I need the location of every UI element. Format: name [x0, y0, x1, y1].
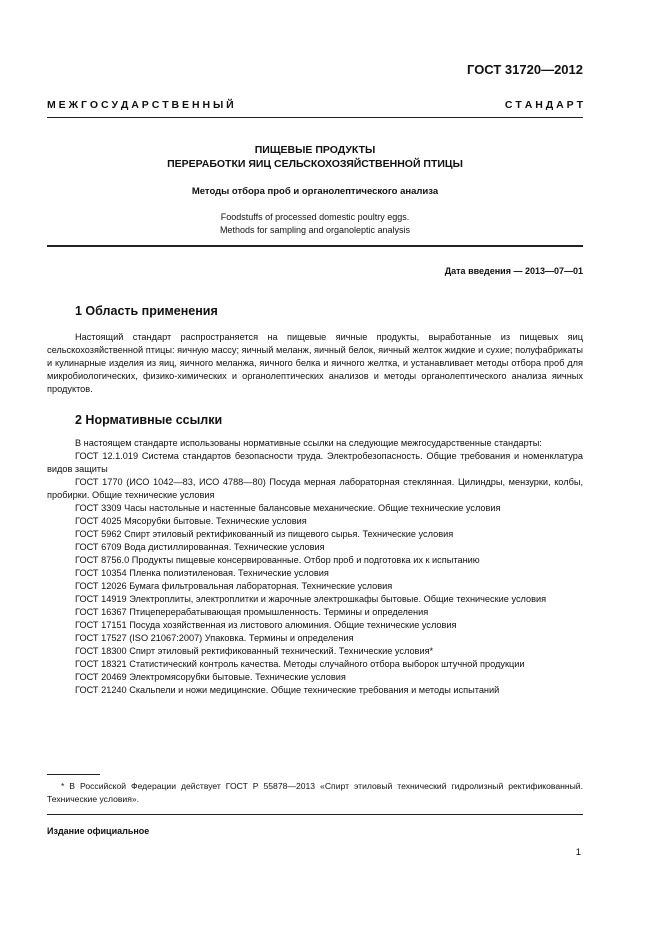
reference-item: ГОСТ 18321 Статистический контроль качества. Методы случайного отбора выборок штучной продукции: [75, 659, 525, 669]
reference-item: ГОСТ 17527 (ISO 21067:2007) Упаковка. Термины и определения: [75, 633, 354, 643]
section-1-heading: 1 Область применения: [75, 304, 218, 318]
reference-item: ГОСТ 3309 Часы настольные и настенные балансовые механические. Общие технические условия: [75, 503, 501, 513]
banner-right: С Т А Н Д А Р Т: [504, 99, 583, 111]
footnote: * В Российской Федерации действует ГОСТ Р 55878—2013 «Спирт этиловый технический гидролизный ректификованный. Технические условия».: [47, 781, 583, 804]
reference-item: ГОСТ 18300 Спирт этиловый ректификованный технический. Технические условия*: [75, 646, 434, 656]
reference-item: ГОСТ 1770 (ИСО 1042—83, ИСО 4788—80) Посуда мерная лабораторная стеклянная. Цилиндры, мензурки, колбы, пробирки. Общие технические условия: [47, 477, 583, 500]
footnote-rule: [47, 774, 100, 775]
references-intro: В настоящем стандарте использованы нормативные ссылки на следующие межгосударственные стандарты:: [75, 438, 542, 448]
reference-item: ГОСТ 8756.0 Продукты пищевые консервированные. Отбор проб и подготовка их к испытанию: [75, 555, 480, 565]
introduction-date: Дата введения — 2013—07—01: [444, 266, 583, 276]
reference-item: ГОСТ 14919 Электроплиты, электроплитки и жарочные электрошкафы бытовые. Общие технические условия: [75, 594, 547, 604]
section-2-heading: 2 Нормативные ссылки: [75, 413, 223, 427]
banner-left: М Е Ж Г О С У Д А Р С Т В Е Н Н Ы Й: [47, 99, 234, 111]
reference-item: ГОСТ 21240 Скальпели и ножи медицинские. Общие технические требования и методы испытаний: [75, 685, 500, 695]
english-title-line-2: Methods for sampling and organoleptic analysis: [219, 225, 411, 235]
document-title: [47, 143, 583, 171]
reference-item: ГОСТ 4025 Мясорубки бытовые. Технические условия: [75, 516, 307, 526]
title-line-2: ПЕРЕРАБОТКИ ЯИЦ СЕЛЬСКОХОЗЯЙСТВЕННОЙ ПТИЦЫ: [167, 158, 463, 170]
reference-item: ГОСТ 16367 Птицеперерабатывающая промышленность. Термины и определения: [75, 607, 429, 617]
standard-number: ГОСТ 31720—2012: [467, 62, 583, 77]
scope-paragraph: Настоящий стандарт распространяется на пищевые яичные продукты, выработанные из пищевых яиц сельскохозяйственной птицы: яичную массу; яичный меланж, яичный белок, яичный желток жидкие и сухие; полуфабрикаты и кулинарные изделия из яиц, яичного меланжа, яичного белка и яичного желтка, и устанавливает методы отбора проб для микробиологических, физико-химических и органолептических анализов и методы органолептического анализа яичных продуктов.: [47, 332, 583, 394]
footer-rule: [47, 814, 583, 815]
interstate-standard-banner: [47, 99, 583, 111]
reference-item: ГОСТ 6709 Вода дистиллированная. Технические условия: [75, 542, 325, 552]
page-number: 1: [575, 847, 581, 858]
english-title-line-1: Foodstuffs of processed domestic poultry eggs.: [220, 212, 410, 222]
title-rule: [47, 245, 583, 247]
reference-item: ГОСТ 10354 Пленка полиэтиленовая. Технические условия: [75, 568, 329, 578]
document-subtitle: Методы отбора проб и органолептического анализа: [191, 186, 439, 197]
banner-rule: [47, 117, 583, 118]
reference-item: ГОСТ 5962 Спирт этиловый ректификованный из пищевого сырья. Технические условия: [75, 529, 454, 539]
title-line-1: ПИЩЕВЫЕ ПРОДУКТЫ: [254, 144, 376, 156]
normative-references: [47, 437, 583, 697]
section-1-text: [47, 331, 583, 396]
official-edition-label: Издание официальное: [47, 826, 150, 836]
reference-item: ГОСТ 12026 Бумага фильтровальная лабораторная. Технические условия: [75, 581, 393, 591]
reference-item: ГОСТ 20469 Электромясорубки бытовые. Технические условия: [75, 672, 346, 682]
english-title: [47, 211, 583, 237]
reference-item: ГОСТ 12.1.019 Система стандартов безопасности труда. Электробезопасность. Общие требования и номенклатура видов защиты: [47, 451, 583, 474]
reference-item: ГОСТ 17151 Посуда хозяйственная из листового алюминия. Общие технические условия: [75, 620, 457, 630]
